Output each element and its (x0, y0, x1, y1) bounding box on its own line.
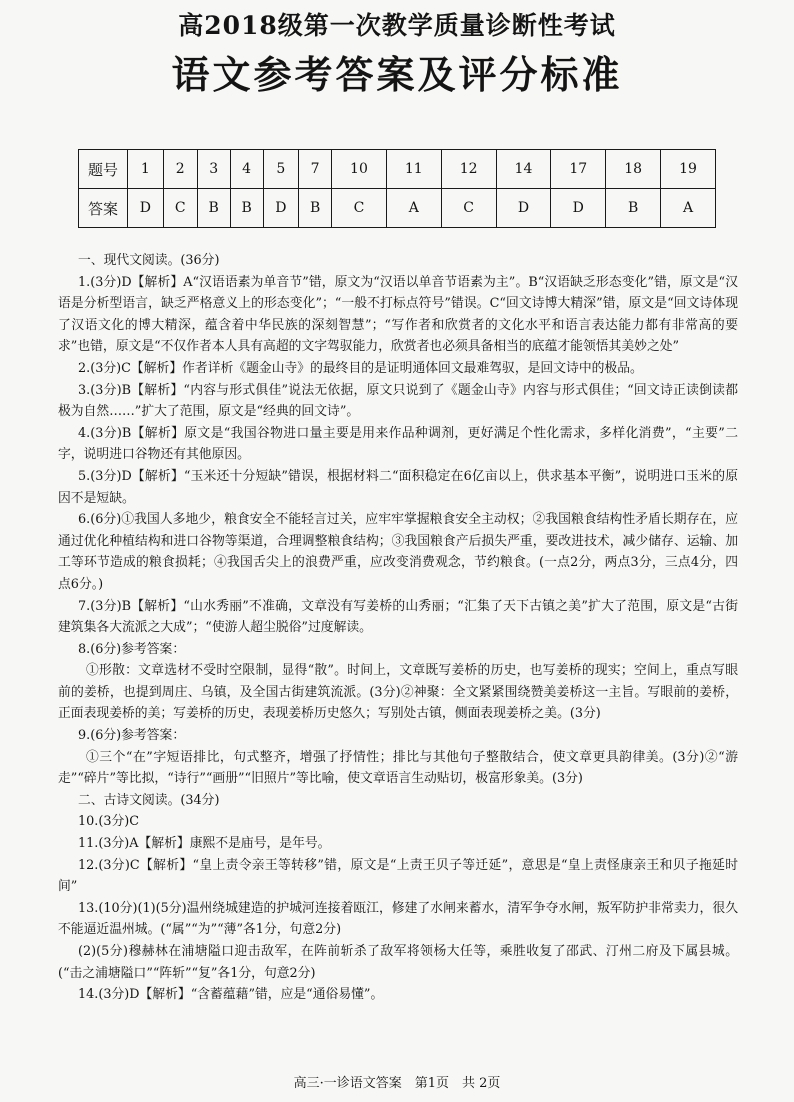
question-number-cell: 17 (551, 150, 606, 189)
answer-explanations (58, 250, 738, 1006)
answer-item: 4.(3分)B【解析】原文是“我国谷物进口量主要是用来作品种调剂，更好满足个性化需求，多样化消费”，“主要”二字，说明进口谷物还有其他原因。 (58, 425, 738, 463)
answer-row (79, 189, 716, 228)
question-number-cell: 12 (441, 150, 496, 189)
answer-item: 13.(10分)(1)(5分)温州绕城建造的护城河连接着瓯江，修建了水闸来蓄水，清军争夺水闸，叛军防护非常卖力，很久不能逼近温州城。(“属”“为”“薄”各1分，句意2分) (58, 900, 738, 938)
answer-cell: D (128, 189, 164, 228)
answer-cell: A (386, 189, 441, 228)
question-number-cell: 19 (661, 150, 716, 189)
answer-item: 9.(6分)参考答案： (78, 728, 186, 744)
exam-title: 高2018级第一次教学质量诊断性考试 (178, 11, 616, 40)
answer-cell: B (606, 189, 661, 228)
answer-item: 14.(3分)D【解析】“含蓄蕴藉”错，应是“通俗易懂”。 (78, 987, 384, 1003)
question-number-cell: 14 (496, 150, 551, 189)
section-heading: 一、现代文阅读。(36分) (78, 253, 220, 268)
question-number-cell: 18 (606, 150, 661, 189)
answer-item-body: ①形散：文章选材不受时空限制，显得“散”。时间上，文章既写姜桥的历史，也写姜桥的现实；空间上，重点写眼前的姜桥，也提到周庄、乌镇，及全国古街建筑流派。(3分)②神聚：全文紧紧围绕赞美姜桥这一主旨。写眼前的姜桥，正面表现姜桥的美；写姜桥的历史，表现姜桥历史悠久；写别处古镇，侧面表现姜桥之美。(3分) (58, 663, 738, 722)
question-number-cell: 1 (128, 150, 164, 189)
answer-cell: D (263, 189, 299, 228)
answer-cell: B (197, 189, 230, 228)
answer-cell: B (299, 189, 332, 228)
answer-cell: D (496, 189, 551, 228)
answer-item: 12.(3分)C【解析】“皇上责令亲王等转移”错，原文是“上责王贝子等迁延”，意思是“皇上责怪康亲王和贝子拖延时间” (58, 857, 738, 895)
answer-item: 6.(6分)①我国人多地少，粮食安全不能轻言过关，应牢牢掌握粮食安全主动权；②我国粮食结构性矛盾长期存在，应通过优化种植结构和进口谷物等渠道，合理调整粮食结构；③我国粮食产后损失严重，要改进技术，减少储存、运输、加工等环节造成的粮食损耗；④我国舌尖上的浪费严重，应改变消费观念，节约粮食。(一点2分，两点3分，三点4分，四点6分。) (58, 512, 738, 592)
row-label-question: 题号 (79, 150, 128, 189)
answer-cell: C (332, 189, 387, 228)
page-footer: 高三·一诊语文答案 第1页 共 2页 (293, 1076, 501, 1091)
answer-item: 8.(6分)参考答案： (78, 641, 186, 657)
answer-cell: C (163, 189, 197, 228)
question-number-cell: 4 (230, 150, 263, 189)
question-number-row (79, 150, 716, 189)
question-number-cell: 7 (299, 150, 332, 189)
answer-item: (2)(5分)穆赫林在浦塘隘口迎击敌军，在阵前斩杀了敌军将领杨大任等，乘胜收复了邵武、汀州二府及下属县城。(“击之浦塘隘口”“阵斩”“复”各1分，句意2分) (58, 944, 738, 981)
answer-item: 2.(3分)C【解析】作者详析《题金山寺》的最终目的是证明通体回文最难驾驭，是回文诗中的极品。 (78, 360, 643, 376)
answer-item: 10.(3分)C (78, 814, 140, 830)
answer-item: 5.(3分)D【解析】“玉米还十分短缺”错误，根据材料二“面积稳定在6亿亩以上，供求基本平衡”，说明进口玉米的原因不是短缺。 (58, 468, 738, 506)
answer-item: 1.(3分)D【解析】A“汉语语素为单音节”错，原文为“汉语以单音节语素为主”。B“汉语缺乏形态变化”错，原文是“汉语是分析型语言，缺乏严格意义上的形态变化”；“一般不打标点符号”错误。C“回文诗博大精深”错，原文是“回文诗体现了汉语文化的博大精深，蕴含着中华民族的深刻智慧”；“写作者和欣赏者的文化水平和语言表达能力都有非常高的要求”也错，原文是“不仅作者本人具有高超的文字驾驭能力，欣赏者也必须具备相当的底蕴才能领悟其美妙之处” (58, 274, 738, 355)
section-heading: 二、古诗文阅读。(34分) (78, 792, 220, 808)
row-label-answer: 答案 (79, 189, 128, 228)
question-number-cell: 2 (163, 150, 197, 189)
answer-item: 7.(3分)B【解析】“山水秀丽”不准确，文章没有写姜桥的山秀丽；“汇集了天下古镇之美”扩大了范围，原文是“古街建筑集各大流派之大成”；“使游人超尘脱俗”过度解读。 (58, 598, 738, 636)
question-number-cell: 11 (386, 150, 441, 189)
answer-item: 11.(3分)A【解析】康熙不是庙号，是年号。 (78, 836, 331, 852)
answer-item: 3.(3分)B【解析】“内容与形式俱佳”说法无依据，原文只说到了《题金山寺》内容与形式俱佳；“回文诗正读倒读都极为自然……”扩大了范围，原文是“经典的回文诗”。 (58, 382, 738, 420)
answer-cell: C (441, 189, 496, 228)
document-title: 语文参考答案及评分标准 (171, 53, 623, 97)
answer-item-body: ①三个“在”字短语排比，句式整齐，增强了抒情性；排比与其他句子整散结合，使文章更具韵律美。(3分)②“游走”“碎片”等比拟，“诗行”“画册”“旧照片”等比喻，使文章语言生动贴切，极富形象美。(3分) (58, 749, 738, 787)
answer-cell: A (661, 189, 716, 228)
answer-cell: B (230, 189, 263, 228)
question-number-cell: 5 (263, 150, 299, 189)
question-number-cell: 3 (197, 150, 230, 189)
answer-cell: D (551, 189, 606, 228)
question-number-cell: 10 (332, 150, 387, 189)
answer-table (78, 149, 716, 228)
